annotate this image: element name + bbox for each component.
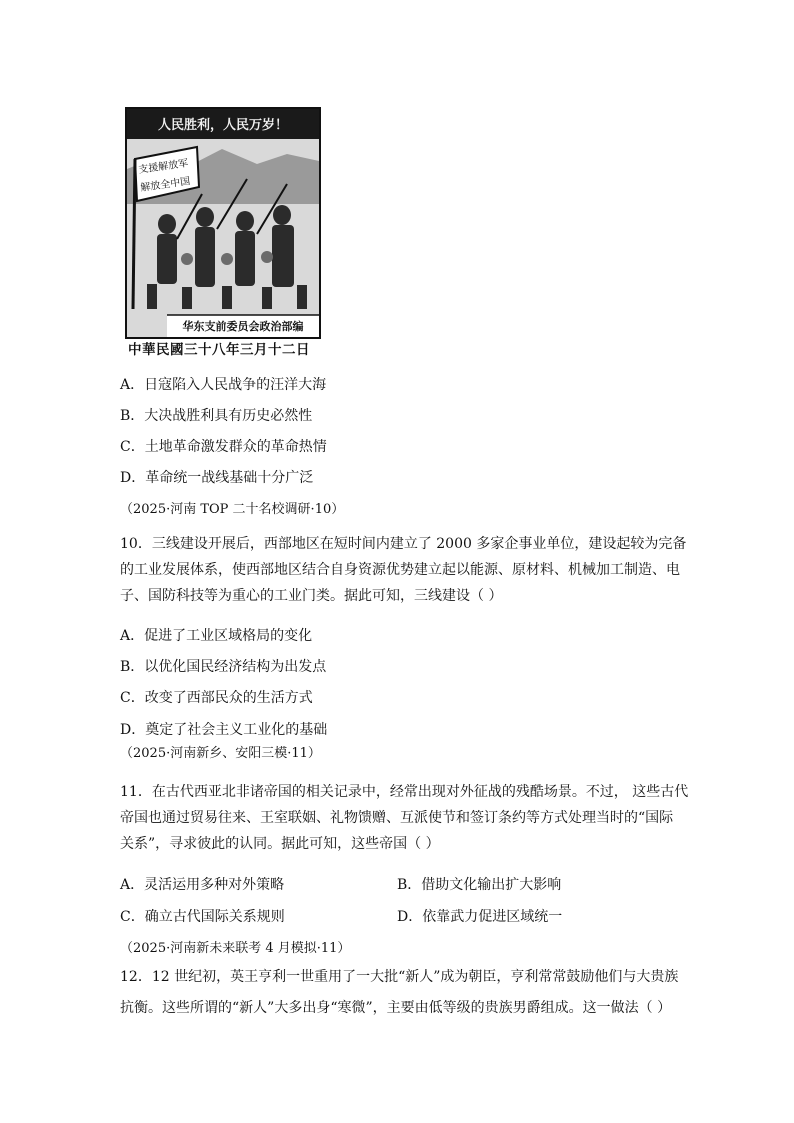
q11-option-b: B．借助文化输出扩大影响 bbox=[397, 877, 562, 893]
q11-stem-line2: 帝国也通过贸易往来、王室联姻、礼物馈赠、互派使节和签订条约等方式处理当时的“国际 bbox=[120, 810, 674, 826]
poster-flag-line1: 支援解放军 bbox=[137, 158, 189, 176]
q12-source: （2025·河南新未来联考 4 月模拟·11） bbox=[120, 941, 351, 956]
q11-source: （2025·河南新乡、安阳三模·11） bbox=[120, 746, 321, 761]
q9-option-d: D．革命统一战线基础十分广泛 bbox=[120, 470, 314, 486]
q10-stem-line3: 子、国防科技等为重心的工业门类。据此可知，三线建设（ ） bbox=[120, 588, 503, 604]
q10-option-b: B．以优化国民经济结构为出发点 bbox=[120, 659, 327, 675]
q10-source: （2025·河南 TOP 二十名校调研·10） bbox=[120, 502, 345, 517]
poster-credit-text: 华东支前委员会政治部编 bbox=[182, 320, 304, 333]
figure-caption: 中華民國三十八年三月十二日 bbox=[128, 342, 310, 358]
poster-banner-text: 人民胜利，人民万岁！ bbox=[157, 118, 289, 133]
q9-option-c: C．土地革命激发群众的革命热情 bbox=[120, 439, 327, 455]
q11-option-c: C．确立古代国际关系规则 bbox=[120, 909, 285, 925]
q9-option-a: A．日寇陷入人民战争的汪洋大海 bbox=[120, 377, 327, 393]
poster-flag-line2: 解放全中国 bbox=[139, 176, 191, 194]
q11-stem-line3: 关系”，寻求彼此的认同。据此可知，这些帝国（ ） bbox=[120, 836, 440, 852]
q10-option-d: D．奠定了社会主义工业化的基础 bbox=[120, 722, 328, 738]
q11-option-d: D．依靠武力促进区域统一 bbox=[397, 909, 563, 925]
q10-stem-line1: 10．三线建设开展后，西部地区在短时间内建立了 2000 多家企事业单位，建设起较为完备 bbox=[120, 536, 687, 552]
q12-stem-line1: 12．12 世纪初，英王亨利一世重用了一大批“新人”成为朝臣，亨利常常鼓励他们与大贵族 bbox=[120, 969, 679, 985]
woodcut-poster-image bbox=[125, 107, 321, 339]
poster-illustration bbox=[127, 109, 319, 337]
q12-stem-line2: 抗衡。这些所谓的“新人”大多出身“寒微”，主要由低等级的贵族男爵组成。这一做法（ ） bbox=[120, 1000, 672, 1016]
q11-stem-line1: 11．在古代西亚北非诸帝国的相关记录中，经常出现对外征战的残酷场景。不过， 这些古代 bbox=[120, 784, 689, 800]
q11-option-a: A．灵活运用多种对外策略 bbox=[120, 877, 285, 893]
q9-option-b: B．大决战胜利具有历史必然性 bbox=[120, 408, 313, 424]
q10-option-a: A．促进了工业区域格局的变化 bbox=[120, 628, 313, 644]
q10-stem-line2: 的工业发展体系，使西部地区结合自身资源优势建立起以能源、原材料、机械加工制造、电 bbox=[120, 562, 680, 578]
q10-option-c: C．改变了西部民众的生活方式 bbox=[120, 690, 313, 706]
